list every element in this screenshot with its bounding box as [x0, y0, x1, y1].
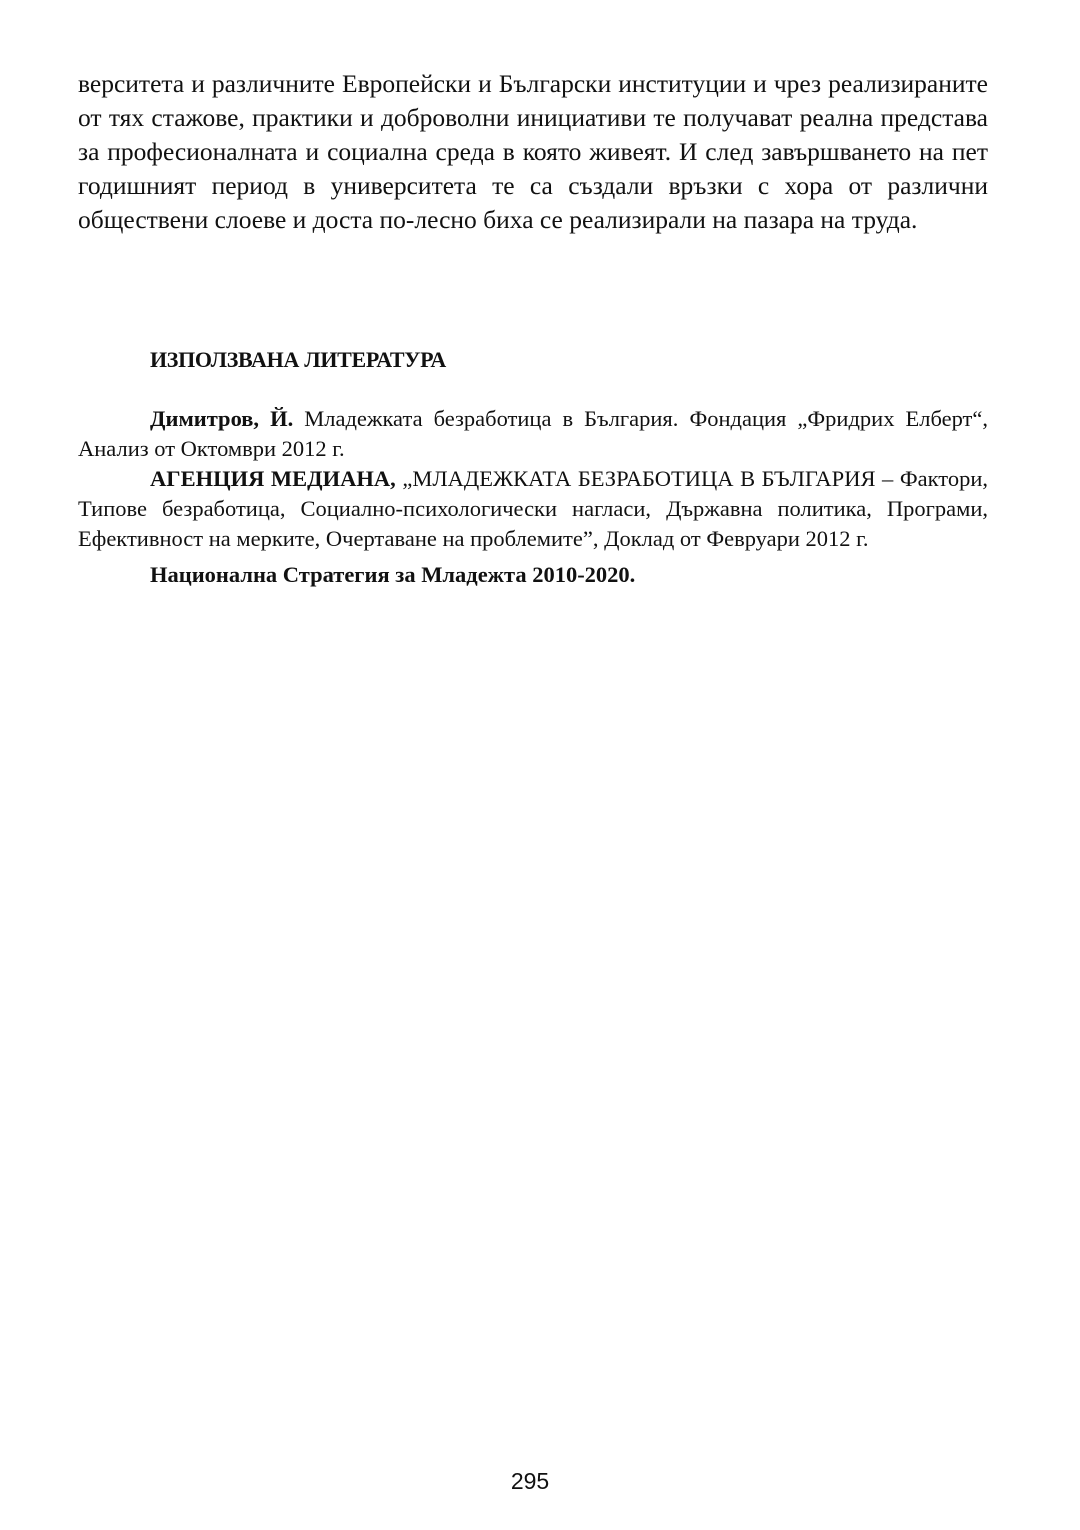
body-paragraph: верситета и различните Европейски и Български институции и чрез реализираните от тях стажове, практики и доброволни инициативи те получават реална представа за професионалната и социална среда в която живеят. И след завършването на пет годишният период в университета те са създали връзки с хора от различни обществени слоеве и доста по-лесно биха се реализирали на пазара на труда. — [78, 69, 988, 234]
reference-item — [78, 560, 988, 590]
reference-author: Димитров, Й. — [150, 406, 294, 431]
references-list — [78, 404, 988, 590]
page-number: 295 — [510, 1468, 550, 1494]
reference-text: „МЛАДЕЖКАТА БЕЗРАБОТИЦА В БЪЛГАРИЯ – Фактори, Типове безработица, Социално-психологически нагласи, Държавна политика, Програми, Ефективност на мерките, Очертаване на проблемите”, Доклад от Февруари 2012 г. — [78, 466, 988, 551]
reference-item — [78, 404, 988, 464]
reference-text: Младежката безработица в България. Фондация „Фридрих Елберт“, Анализ от Октомври 2012 г. — [78, 406, 989, 461]
references-heading: ИЗПОЛЗВАНА ЛИТЕРАТУРА — [150, 347, 446, 372]
reference-author: АГЕНЦИЯ МЕДИАНА, — [150, 466, 396, 491]
reference-item — [78, 464, 988, 554]
reference-author: Национална Стратегия за Младежта 2010-2020. — [150, 562, 636, 587]
